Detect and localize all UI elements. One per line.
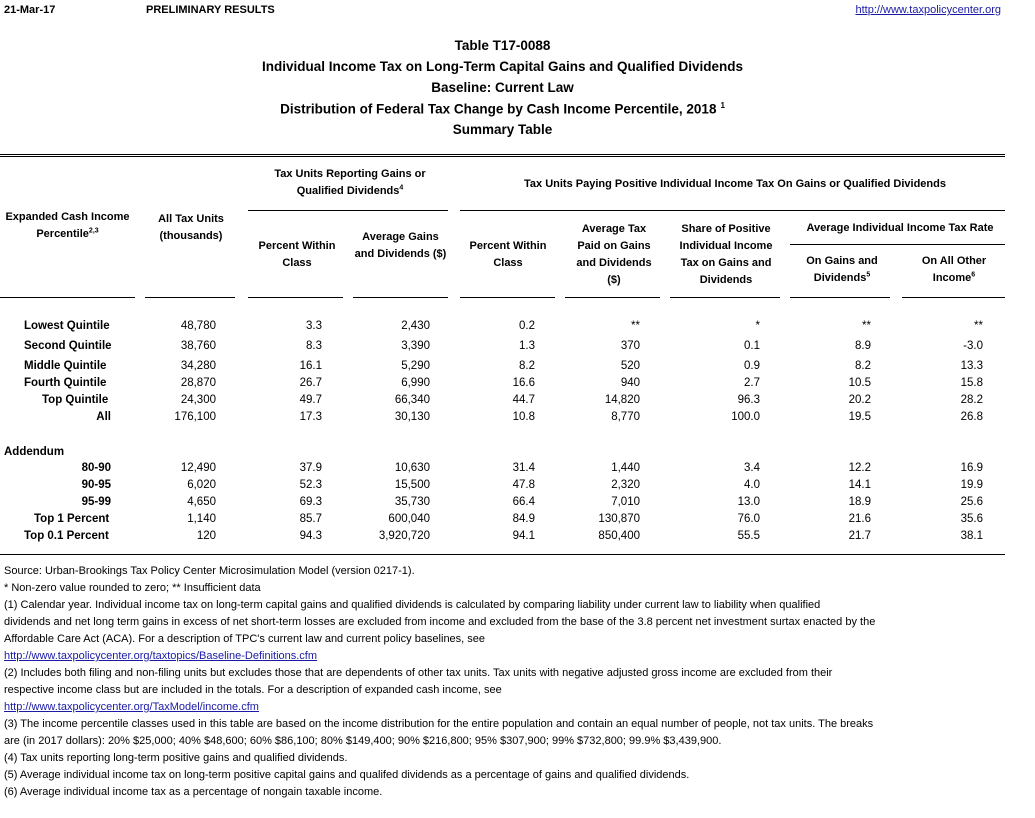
cell-all-tax-units: 1,140	[187, 513, 216, 525]
baseline-definitions-link[interactable]: http://www.taxpolicycenter.org/taxtopics/Baseline-Definitions.cfm	[4, 650, 318, 662]
cell-avg-gains: 66,340	[394, 394, 430, 406]
header-paying-group: Tax Units Paying Positive Individual Income Tax On Gains or Qualified Dividends	[524, 178, 946, 190]
cell-share-positive-tax: 2.7	[744, 377, 760, 389]
cell-all-tax-units: 120	[196, 530, 216, 542]
footnote-1-line-2: dividends and net long term gains in excess of net short-term losses are excluded from income and excluded from the base of the 3.8 percent net investment surtax enacted by the	[4, 616, 876, 628]
cell-share-positive-tax: 100.0	[731, 411, 760, 423]
footnote-2-line-1: (2) Includes both filing and non-filing units but excludes those that are dependents of other tax units. Tax units with negative adjusted gross income are excluded from their	[4, 667, 833, 679]
cell-avg-gains: 3,390	[401, 340, 430, 352]
row-label-top-1-percent: Top 1 Percent	[34, 513, 110, 525]
baseline-title: Baseline: Current Law	[431, 80, 574, 95]
cell-rate-on-gains: 10.5	[848, 377, 871, 389]
paying-group-rule	[460, 210, 1005, 211]
row-label-middle-quintile: Middle Quintile	[24, 360, 107, 372]
cell-rate-on-gains: 19.5	[848, 411, 871, 423]
cell-avg-gains: 35,730	[394, 496, 430, 508]
header-avg-tax-paid: Average Tax Paid on Gains and Dividends ($)	[576, 223, 652, 286]
reporting-group-rule	[248, 210, 448, 211]
cell-rate-on-other-income: 25.6	[960, 496, 983, 508]
cell-avg-gains: 5,290	[401, 360, 430, 372]
cell-avg-tax-paid: 940	[620, 377, 640, 389]
rate-group-rule	[790, 244, 1005, 245]
header-pct-within-class: Percent Within Class	[258, 240, 336, 269]
header-reporting-group	[260, 166, 440, 200]
cell-rate-on-gains: 21.7	[848, 530, 871, 542]
header-percentile-text: Expanded Cash Income Percentile	[5, 211, 130, 240]
header-rate-group: Average Individual Income Tax Rate	[806, 222, 994, 234]
tpc-site-link[interactable]: http://www.taxpolicycenter.org	[855, 4, 1001, 16]
footnote-1-line-1: (1) Calendar year. Individual income tax on long-term capital gains and qualified dividends is calculated by comparing liability under current law to liability when qualified	[4, 599, 821, 611]
header-rate-gains	[800, 253, 884, 287]
cell-pct-within-class-paying: 10.8	[512, 411, 535, 423]
header-bottom-rule-1	[0, 297, 135, 298]
header-bottom-rule-9	[902, 297, 1005, 298]
table-subject-title: Individual Income Tax on Long-Term Capital Gains and Qualified Dividends	[261, 59, 744, 74]
report-date: 21-Mar-17	[4, 4, 56, 16]
cell-pct-within-class-paying: 0.2	[519, 320, 535, 332]
cell-rate-on-other-income: 35.6	[960, 513, 983, 525]
cell-avg-tax-paid: 2,320	[611, 479, 640, 491]
header-bottom-rule-3	[248, 297, 343, 298]
cell-avg-tax-paid: 850,400	[598, 530, 640, 542]
header-reporting-group-note: 4	[399, 184, 404, 192]
header-avg-gains: Average Gains and Dividends ($)	[354, 231, 447, 260]
cell-all-tax-units: 176,100	[174, 411, 216, 423]
header-bottom-rule-6	[565, 297, 660, 298]
cell-pct-within-class-paying: 44.7	[512, 394, 535, 406]
cell-rate-on-other-income: 19.9	[960, 479, 983, 491]
cell-pct-within-class-paying: 84.9	[512, 513, 535, 525]
cell-rate-on-gains: 18.9	[848, 496, 871, 508]
cell-rate-on-gains: 21.6	[848, 513, 871, 525]
cell-pct-within-class: 26.7	[299, 377, 322, 389]
income-definition-link[interactable]: http://www.taxpolicycenter.org/TaxModel/income.cfm	[4, 701, 259, 713]
cell-avg-tax-paid: 7,010	[611, 496, 640, 508]
cell-rate-on-other-income: -3.0	[963, 340, 983, 352]
cell-pct-within-class: 49.7	[299, 394, 322, 406]
header-reporting-group-text: Tax Units Reporting Gains or Qualified Dividends	[274, 168, 426, 197]
cell-share-positive-tax: 4.0	[744, 479, 760, 491]
header-rate-other-text: On All Other Income	[921, 255, 987, 284]
header-bottom-rule-5	[460, 297, 555, 298]
cell-all-tax-units: 48,780	[180, 320, 216, 332]
distribution-title-note: 1	[720, 101, 725, 110]
cell-avg-tax-paid: 14,820	[604, 394, 640, 406]
header-rate-gains-note: 5	[866, 271, 871, 279]
cell-share-positive-tax: 0.9	[744, 360, 760, 372]
cell-all-tax-units: 24,300	[180, 394, 216, 406]
source-note: Source: Urban-Brookings Tax Policy Center Microsimulation Model (version 0217-1).	[4, 565, 415, 577]
header-percentile	[0, 209, 135, 243]
header-share-positive-tax: Share of Positive Individual Income Tax on Gains and Dividends	[679, 223, 773, 286]
cell-pct-within-class: 52.3	[299, 479, 322, 491]
cell-avg-tax-paid: 520	[620, 360, 640, 372]
summary-title: Summary Table	[452, 122, 553, 137]
cell-rate-on-gains: 8.9	[855, 340, 871, 352]
cell-pct-within-class: 8.3	[306, 340, 322, 352]
cell-rate-on-other-income: **	[974, 320, 983, 332]
header-rate-other-note: 6	[971, 271, 976, 279]
preliminary-results-label: PRELIMINARY RESULTS	[146, 4, 275, 16]
cell-avg-gains: 600,040	[388, 513, 430, 525]
cell-rate-on-other-income: 15.8	[960, 377, 983, 389]
cell-pct-within-class: 37.9	[299, 462, 322, 474]
cell-pct-within-class: 85.7	[299, 513, 322, 525]
row-label-95-99: 95-99	[81, 496, 111, 508]
cell-rate-on-gains: 8.2	[855, 360, 871, 372]
footnote-6: (6) Average individual income tax as a percentage of nongain taxable income.	[4, 786, 383, 798]
cell-rate-on-gains: 12.2	[848, 462, 871, 474]
cell-pct-within-class-paying: 47.8	[512, 479, 535, 491]
cell-share-positive-tax: 0.1	[744, 340, 760, 352]
footnote-4: (4) Tax units reporting long-term positive gains and qualified dividends.	[4, 752, 348, 764]
header-bottom-rule-4	[353, 297, 448, 298]
table-bottom-rule	[0, 554, 1005, 555]
cell-avg-tax-paid: 1,440	[611, 462, 640, 474]
cell-rate-on-other-income: 26.8	[960, 411, 983, 423]
header-all-tax-units: All Tax Units (thousands)	[158, 213, 224, 242]
cell-rate-on-gains: **	[862, 320, 871, 332]
cell-share-positive-tax: 3.4	[744, 462, 760, 474]
cell-all-tax-units: 6,020	[187, 479, 216, 491]
cell-rate-on-gains: 14.1	[848, 479, 871, 491]
cell-pct-within-class-paying: 66.4	[512, 496, 535, 508]
header-bottom-rule-7	[670, 297, 780, 298]
distribution-title	[0, 101, 1005, 117]
cell-avg-gains: 30,130	[394, 411, 430, 423]
cell-share-positive-tax: *	[755, 320, 760, 332]
row-label-lowest-quintile: Lowest Quintile	[24, 320, 110, 332]
cell-share-positive-tax: 55.5	[737, 530, 760, 542]
table-top-rule	[0, 154, 1005, 155]
cell-rate-on-other-income: 16.9	[960, 462, 983, 474]
footnote-1-link-row	[4, 648, 1004, 665]
cell-share-positive-tax: 76.0	[737, 513, 760, 525]
cell-pct-within-class-paying: 94.1	[512, 530, 535, 542]
cell-rate-on-other-income: 28.2	[960, 394, 983, 406]
footnote-3-line-1: (3) The income percentile classes used in this table are based on the income distribution for the entire population and contain an equal number of people, not tax units. The breaks	[4, 718, 874, 730]
footnote-2-link-row	[4, 699, 1004, 716]
cell-pct-within-class-paying: 31.4	[512, 462, 535, 474]
header-rate-gains-text: On Gains and Dividends	[806, 255, 878, 284]
cell-avg-gains: 15,500	[394, 479, 430, 491]
cell-pct-within-class: 3.3	[306, 320, 322, 332]
cell-share-positive-tax: 96.3	[737, 394, 760, 406]
cell-all-tax-units: 12,490	[180, 462, 216, 474]
distribution-title-text: Distribution of Federal Tax Change by Cash Income Percentile, 2018	[280, 101, 717, 117]
cell-rate-on-other-income: 38.1	[960, 530, 983, 542]
footnote-3-line-2: are (in 2017 dollars): 20% $25,000; 40% $48,600; 60% $86,100; 80% $149,400; 90% $216,800; 95% $307,900; 99% $732,800; 99.9% $3,439,900.	[4, 735, 722, 747]
cell-avg-gains: 3,920,720	[378, 530, 430, 542]
cell-avg-tax-paid: 130,870	[598, 513, 640, 525]
cell-pct-within-class: 94.3	[299, 530, 322, 542]
cell-all-tax-units: 28,870	[180, 377, 216, 389]
header-percentile-note: 2,3	[88, 227, 99, 235]
header-bottom-rule-2	[145, 297, 235, 298]
footnote-2-line-2: respective income class but are included in the totals. For a description of expanded cash income, see	[4, 684, 502, 696]
header-bottom-rule-8	[790, 297, 890, 298]
row-label-second-quintile: Second Quintile	[24, 340, 112, 352]
cell-avg-gains: 2,430	[401, 320, 430, 332]
cell-all-tax-units: 34,280	[180, 360, 216, 372]
footnote-5: (5) Average individual income tax on long-term positive capital gains and qualifed dividends as a percentage of gains and qualified dividends.	[4, 769, 690, 781]
table-id-title: Table T17-0088	[454, 38, 551, 53]
cell-rate-on-gains: 20.2	[848, 394, 871, 406]
cell-avg-tax-paid: 8,770	[611, 411, 640, 423]
cell-pct-within-class-paying: 8.2	[519, 360, 535, 372]
cell-avg-gains: 10,630	[394, 462, 430, 474]
table-top-rule-double	[0, 156, 1005, 157]
cell-pct-within-class: 69.3	[299, 496, 322, 508]
symbol-legend-note: * Non-zero value rounded to zero; ** Insufficient data	[4, 582, 261, 594]
row-label-top-quintile: Top Quintile	[42, 394, 109, 406]
addendum-label: Addendum	[4, 446, 65, 458]
cell-avg-tax-paid: **	[631, 320, 640, 332]
row-label-90-95: 90-95	[81, 479, 111, 491]
cell-avg-tax-paid: 370	[620, 340, 640, 352]
row-label-fourth-quintile: Fourth Quintile	[24, 377, 107, 389]
row-label-80-90: 80-90	[81, 462, 111, 474]
cell-pct-within-class: 16.1	[299, 360, 322, 372]
row-label-top-01-percent: Top 0.1 Percent	[24, 530, 109, 542]
row-label-all: All	[96, 411, 111, 423]
cell-pct-within-class-paying: 16.6	[512, 377, 535, 389]
cell-all-tax-units: 4,650	[187, 496, 216, 508]
cell-rate-on-other-income: 13.3	[960, 360, 983, 372]
cell-pct-within-class-paying: 1.3	[519, 340, 535, 352]
cell-all-tax-units: 38,760	[180, 340, 216, 352]
cell-avg-gains: 6,990	[401, 377, 430, 389]
header-rate-other	[912, 253, 996, 287]
footnote-1-line-3: Affordable Care Act (ACA). For a description of TPC's current law and current policy baselines, see	[4, 633, 486, 645]
header-pct-within-class-2: Percent Within Class	[469, 240, 547, 269]
cell-share-positive-tax: 13.0	[737, 496, 760, 508]
cell-pct-within-class: 17.3	[299, 411, 322, 423]
